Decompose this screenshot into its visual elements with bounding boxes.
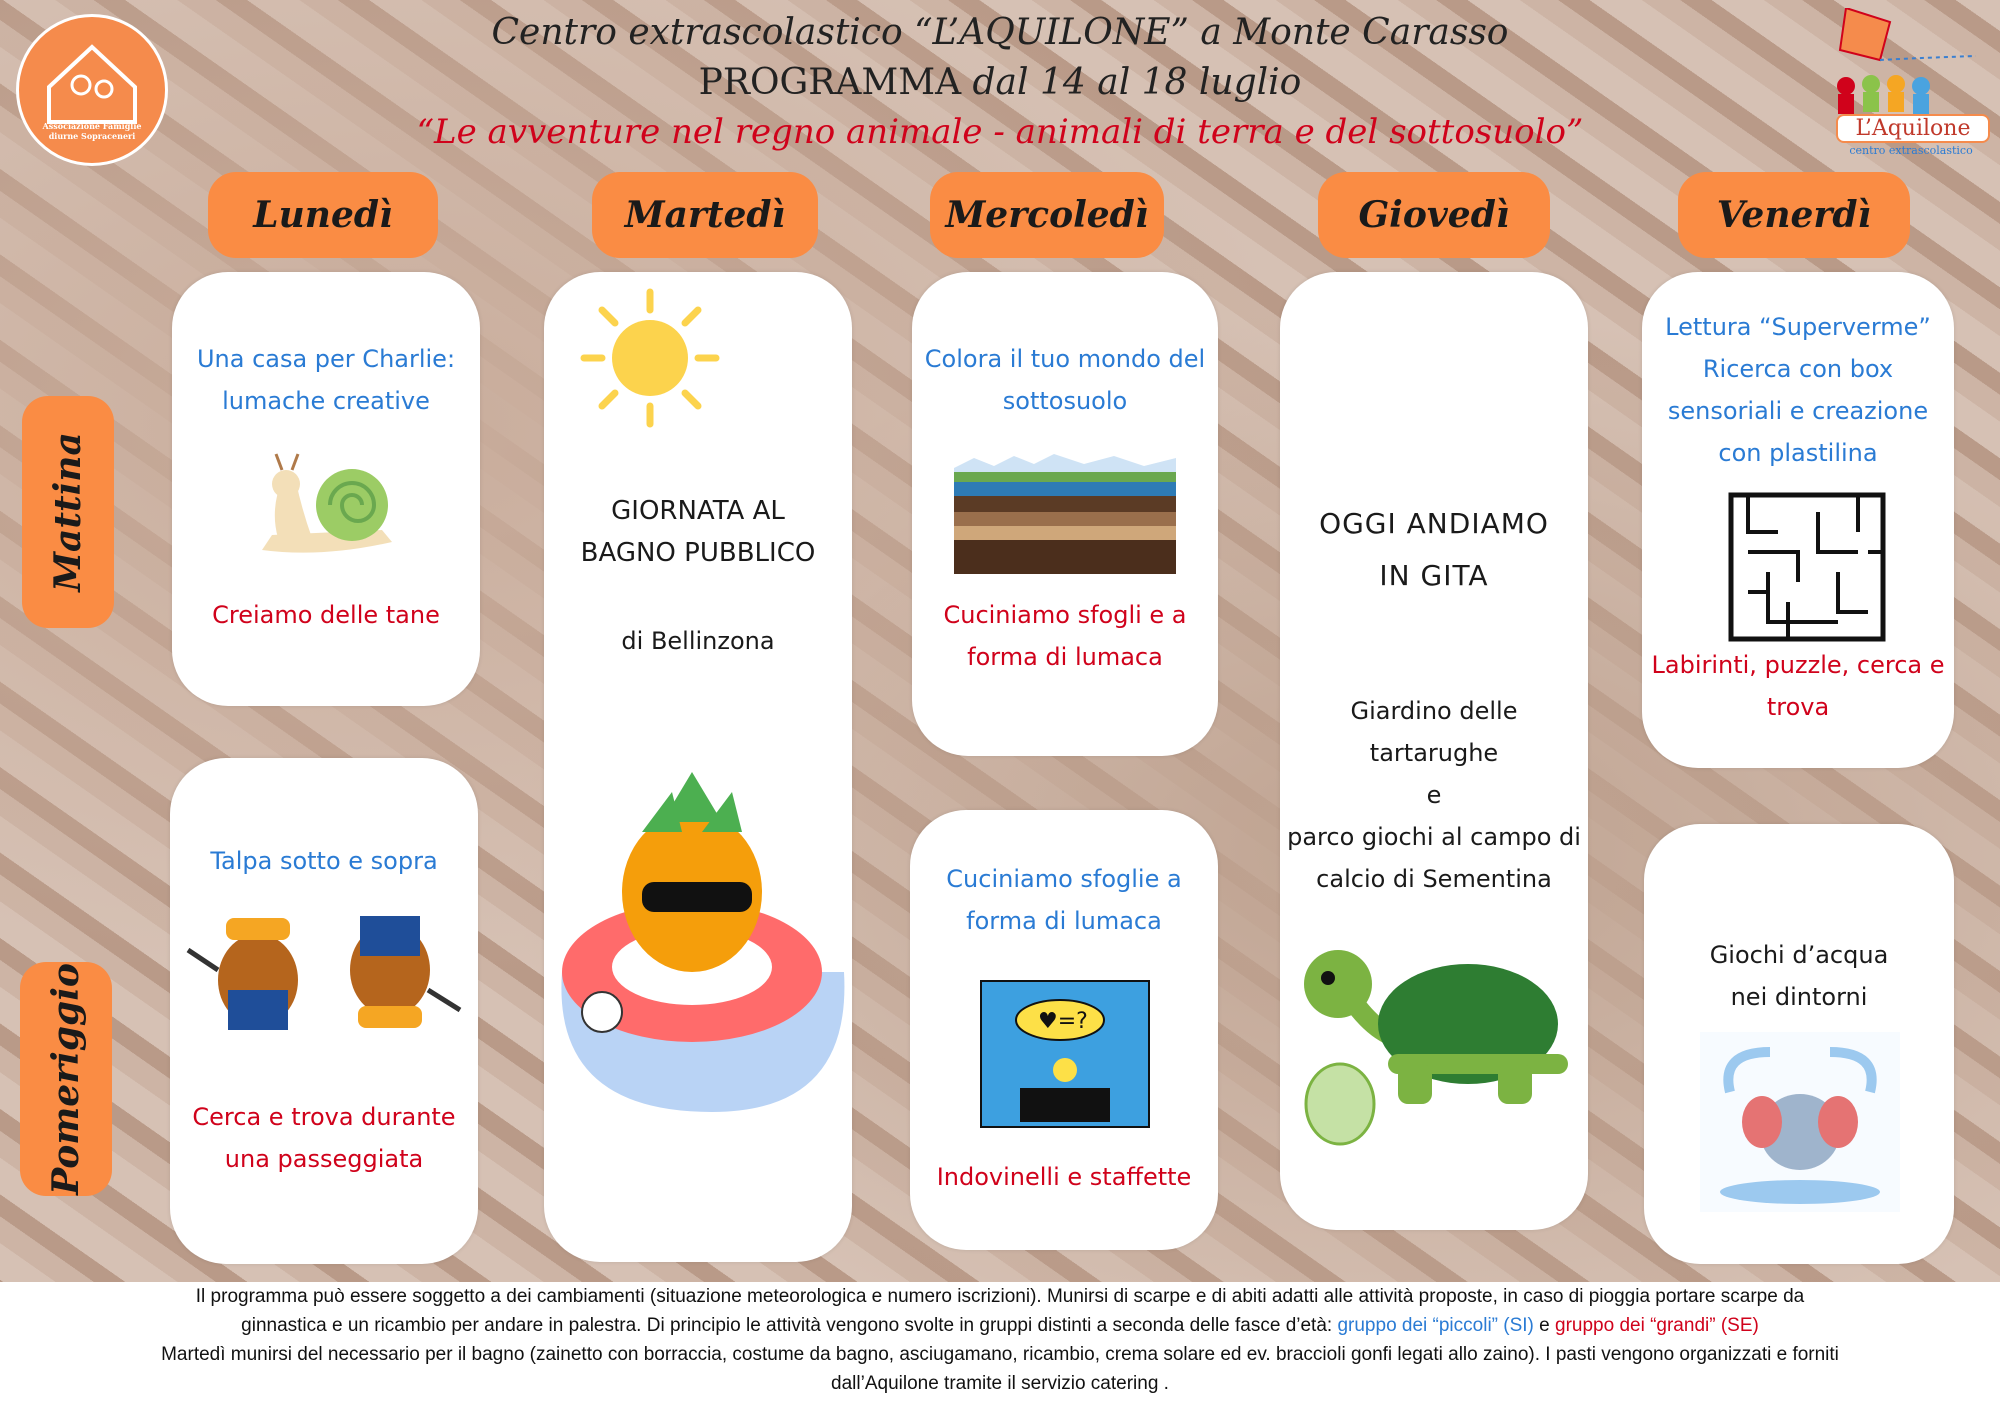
maze-icon (1728, 492, 1886, 642)
activity-text: Giochi d’acqua nei dintorni (1709, 941, 1889, 1011)
day-friday: Venerdì (1678, 172, 1910, 258)
day-thursday: Giovedì (1318, 172, 1550, 258)
snail-icon (252, 450, 402, 560)
activity-text: Talpa sotto e sopra (210, 847, 438, 875)
moles-icon (178, 910, 470, 1040)
title-line-1: Centro extrascolastico “L’AQUILONE” a Monte Carasso (491, 12, 1509, 53)
monday-afternoon-card (170, 758, 478, 1264)
soil-layers-icon (954, 452, 1176, 574)
aquilone-logo-sub: centro extrascolastico (1849, 144, 1973, 157)
wednesday-morning-card (912, 272, 1218, 756)
association-logo-text: Associazione Famiglie diurne Sopraceneri (42, 121, 142, 141)
turtle-icon (1298, 944, 1588, 1174)
house-family-icon (19, 17, 165, 163)
activity-text: Colora il tuo mondo del sottosuolo (924, 345, 1206, 415)
footer-line: Martedì munirsi del necessario per il bagno (zainetto con borraccia, costume da bagno, asciugamano, ricambio, crema solare ed ev. braccioli gonfi legati allo zaino). I pasti vengono organizzati e forniti (161, 1344, 1839, 1365)
activity-text: Creiamo delle tane (212, 601, 440, 629)
activity-text: Cerca e trova durante una passeggiata (192, 1103, 456, 1173)
activity-text: GIORNATA AL BAGNO PUBBLICO (580, 496, 816, 568)
sun-icon (580, 288, 720, 428)
monday-morning-card (172, 272, 480, 706)
footer-line: dall’Aquilone tramite il servizio catering . (831, 1373, 1169, 1394)
wednesday-afternoon-card (910, 810, 1218, 1250)
day-wednesday: Mercoledì (930, 172, 1164, 258)
aquilone-logo (1826, 8, 1986, 158)
footer-notes (0, 1282, 2000, 1414)
side-afternoon: Pomeriggio (20, 962, 112, 1196)
footer-line: Il programma può essere soggetto a dei cambiamenti (situazione meteorologica e numero iscrizioni). Munirsi di scarpe e di abiti adatti alle attività proposte, in caso di pioggia portare scarpe da (195, 1286, 1805, 1307)
activity-text: Una casa per Charlie: lumache creative (196, 345, 456, 415)
friday-afternoon-card (1644, 824, 1954, 1264)
day-tuesday: Martedì (592, 172, 818, 258)
tuesday-card (544, 272, 852, 1262)
title-line-2: PROGRAMMA dal 14 al 18 luglio (698, 62, 1302, 103)
activity-text: Cuciniamo sfoglie a forma di lumaca (946, 865, 1182, 935)
side-morning: Mattina (22, 396, 114, 628)
activity-text: Cuciniamo sfogli e a forma di lumaca (943, 601, 1187, 671)
activity-text: Giardino delle tartarughe e parco giochi al campo di calcio di Sementina (1287, 697, 1581, 893)
theme-title: “Le avventure nel regno animale - animali di terra e del sottosuolo” (416, 112, 1584, 152)
activity-text: di Bellinzona (621, 627, 775, 655)
day-monday: Lunedì (208, 172, 438, 258)
activity-text: OGGI ANDIAMO IN GITA (1319, 507, 1549, 592)
activity-text: Indovinelli e staffette (936, 1163, 1192, 1191)
footer-line: ginnastica e un ricambio per andare in palestra. Di principio le attività vengono svolte in gruppi distinti a seconda delle fasce d’età: gruppo dei “piccoli” (SI) e gruppo dei “grandi” (SE) (241, 1315, 1759, 1336)
association-logo (16, 14, 168, 166)
friday-morning-card (1642, 272, 1954, 768)
activity-text: Labirinti, puzzle, cerca e trova (1651, 651, 1945, 721)
pineapple-float-icon (552, 752, 852, 1122)
thursday-card (1280, 272, 1588, 1230)
activity-text: Lettura “Superverme” Ricerca con box sensoriali e creazione con plastilina (1665, 313, 1931, 467)
svg-text:♥=?: ♥=? (1038, 1009, 1088, 1034)
aquilone-logo-name: L’Aquilone (1836, 114, 1990, 143)
riddle-book-icon (980, 980, 1150, 1128)
elephant-water-icon (1700, 1032, 1900, 1212)
